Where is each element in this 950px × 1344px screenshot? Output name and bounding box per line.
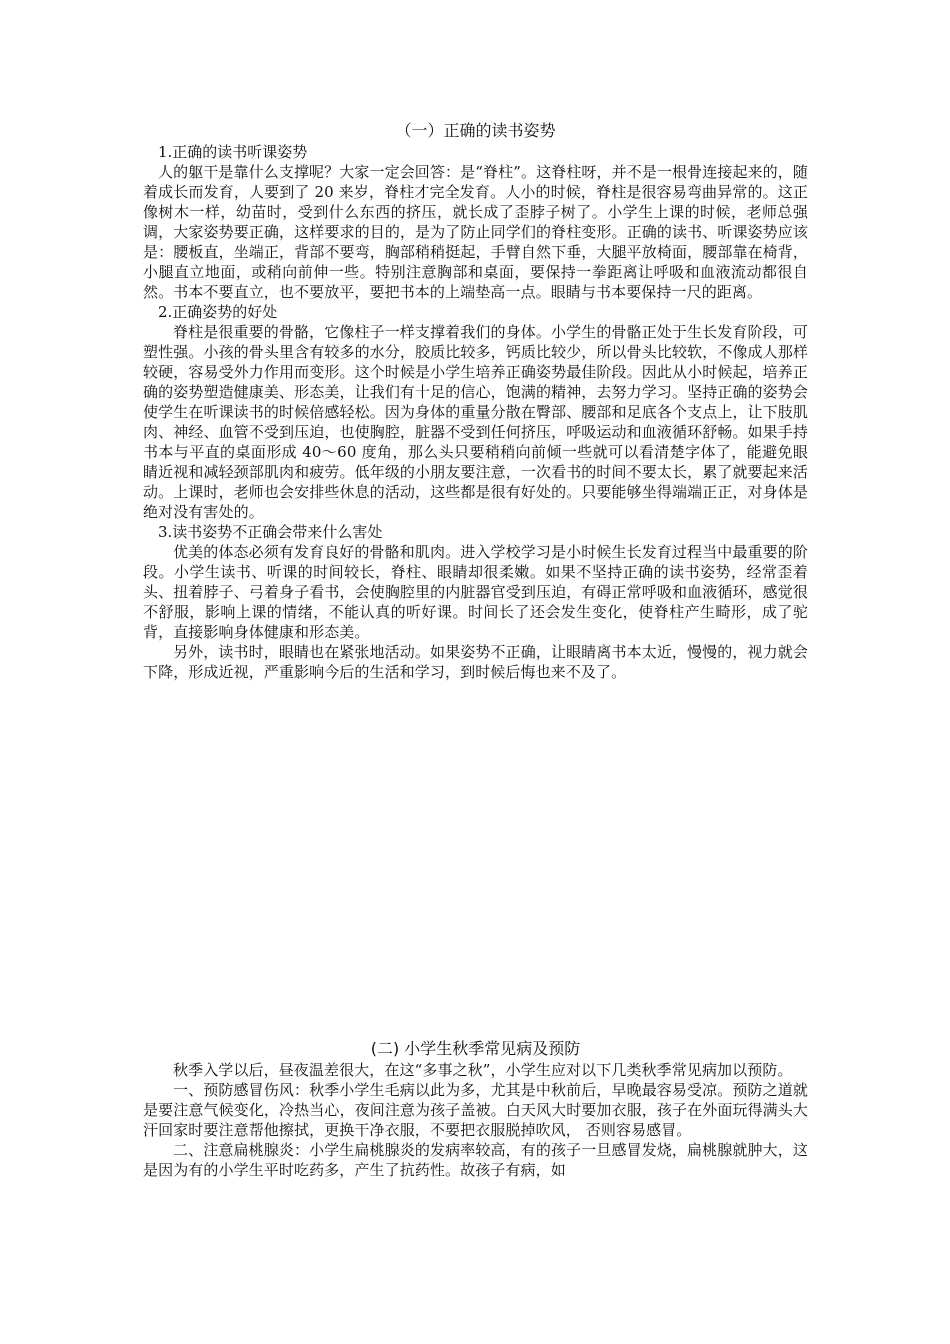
section-one-title: （一）正确的读书姿势 (395, 121, 556, 140)
paragraph-spine-support: 人的躯干是靠什么支撑呢？大家一定会回答：是“脊柱”。这脊柱呀，并不是一根骨连接起来的，随着成长而发育，人要到了 20 来岁，脊柱才完全发育。人小的时候，脊柱是很容易弯曲异常的。这正像树木一样，幼苗时，受到什么东西的挤压，就长成了歪脖子树了。小学生上课的时候，老师总强调，大家姿势要正确，这样要求的目的，是为了防止同学们的脊柱变形。正确的读书、听课姿势应该是：腰板直，坐端正，背部不要弯，胸部稍稍挺起，手臂自然下垂，大腿平放椅面，腰部靠在椅背，小腿直立地面，或稍向前伸一些。特别注意胸部和桌面，要保持一拳距离让呼吸和血液流动都很自然。书本不要直立，也不要放平，要把书本的上端垫高一点。眼睛与书本要保持一尺的距离。 (143, 163, 808, 301)
section-one (143, 120, 808, 682)
subheading-benefits: 2.正确姿势的好处 (158, 303, 278, 321)
paragraph-harms: 优美的体态必须有发育良好的骨骼和肌肉。进入学校学习是小时候生长发育过程当中最重要的阶段。小学生读书、听课的时间较长，脊柱、眼睛却很柔嫩。如果不坚持正确的读书姿势，经常歪着头、扭着脖子、弓着身子看书，会使胸腔里的内脏器官受到压迫，有碍正常呼吸和血液循环，感觉很不舒服，影响上课的情绪，不能认真的听好课。时间长了还会发生变化，使脊柱产生畸形，成了驼背，直接影响身体健康和形态美。 (143, 543, 808, 641)
section-two-title: (二) 小学生秋季常见病及预防 (370, 1039, 581, 1058)
paragraph-tonsillitis: 二、注意扁桃腺炎：小学生扁桃腺炎的发病率较高，有的孩子一旦感冒发烧，扁桃腺就肿大，这是因为有的小学生平时吃药多，产生了抗药性。故孩子有病，如 (143, 1141, 808, 1179)
paragraph-eyes: 另外，读书时，眼睛也在紧张地活动。如果姿势不正确，让眼睛离书本太近，慢慢的，视力就会下降，形成近视，严重影响今后的生活和学习，到时候后悔也来不及了。 (143, 643, 808, 681)
paragraph-cold-prevention: 一、预防感冒伤风：秋季小学生毛病以此为多，尤其是中秋前后，早晚最容易受凉。预防之道就是要注意气候变化，冷热当心，夜间注意为孩子盖被。白天风大时要加衣服，孩子在外面玩得满头大汗回家时要注意帮他擦拭，更换干净衣服，不要把衣服脱掉吹风， 否则容易感冒。 (143, 1081, 808, 1139)
paragraph-autumn-intro: 秋季入学以后，昼夜温差很大，在这“多事之秋”，小学生应对以下几类秋季常见病加以预防。 (173, 1061, 793, 1079)
paragraph-benefits: 脊柱是很重要的骨骼，它像柱子一样支撑着我们的身体。小学生的骨骼正处于生长发育阶段，可塑性强。小孩的骨头里含有较多的水分，胶质比较多，钙质比较少，所以骨头比较软，不像成人那样较硬，容易受外力作用而变形。这个时候是小学生培养正确姿势最佳阶段。因此从小时候起，培养正确的姿势塑造健康美、形态美，让我们有十足的信心，饱满的精神，去努力学习。坚持正确的姿势会使学生在听课读书的时候倍感轻松。因为身体的重量分散在臀部、腰部和足底各个支点上，让下肢肌肉、神经、血管不受到压迫，也使胸腔，脏器不受到任何挤压，呼吸运动和血液循环舒畅。如果手持书本与平直的桌面形成 40～60 度角，那么头只要稍稍向前倾一些就可以看清楚字体了，能避免眼睛近视和减轻颈部肌肉和疲劳。低年级的小朋友要注意，一次看书的时间不要太长，累了就要起来活动。上课时，老师也会安排些休息的活动，这些都是很有好处的。只要能够坐得端端正正，对身体是绝对没有害处的。 (143, 323, 808, 521)
subheading-harms: 3.读书姿势不正确会带来什么害处 (158, 523, 383, 541)
subheading-posture: 1.正确的读书听课姿势 (158, 143, 308, 161)
section-two (143, 1038, 808, 1180)
